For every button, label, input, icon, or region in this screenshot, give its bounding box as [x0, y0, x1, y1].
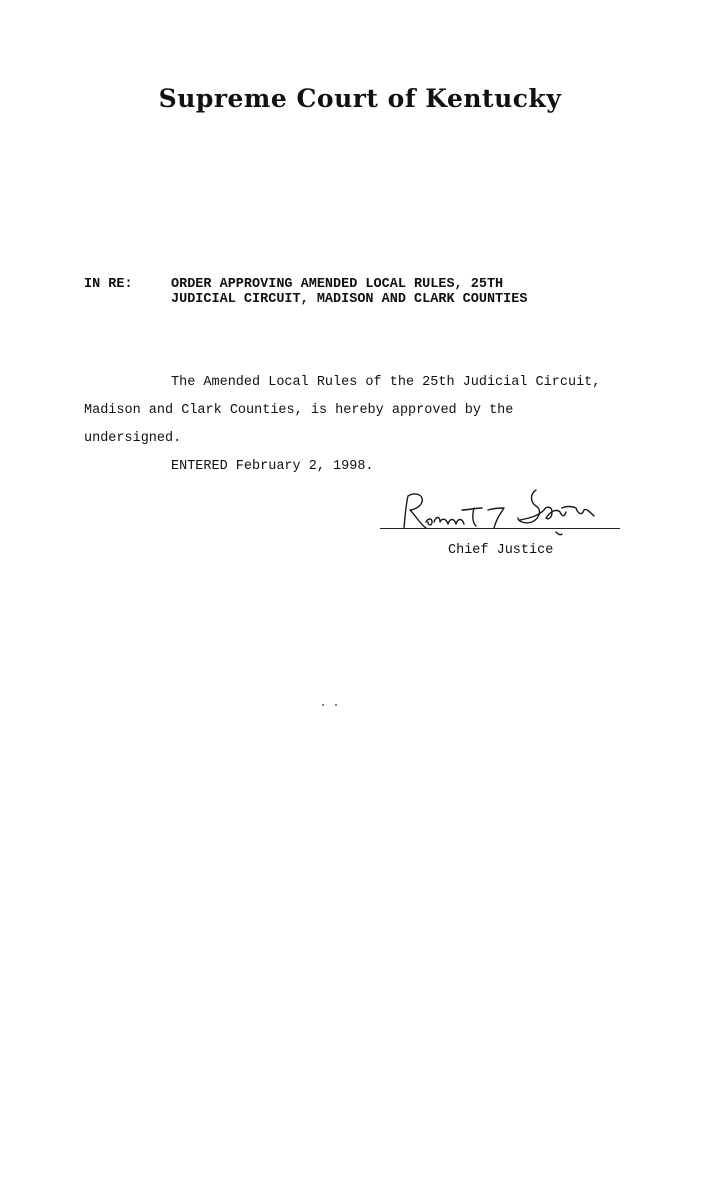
body-text-line: Madison and Clark Counties, is hereby approved by the: [84, 403, 514, 418]
scan-speck: [335, 704, 337, 706]
caption-line: ORDER APPROVING AMENDED LOCAL RULES, 25TH: [171, 277, 504, 292]
caption-line: JUDICIAL CIRCUIT, MADISON AND CLARK COUNTIES: [171, 292, 528, 307]
signer-title: Chief Justice: [448, 543, 554, 558]
body-text-line: The Amended Local Rules of the 25th Judicial Circuit,: [171, 375, 601, 390]
in-re-label: IN RE:: [84, 277, 133, 292]
signature-block: [380, 488, 620, 540]
entered-date-line: ENTERED February 2, 1998.: [171, 459, 374, 474]
scan-speck: [322, 704, 324, 706]
signature-line: [380, 528, 620, 529]
handwritten-signature: [380, 488, 620, 540]
court-title: Supreme Court of Kentucky: [158, 84, 562, 113]
body-text-line: undersigned.: [84, 431, 182, 446]
